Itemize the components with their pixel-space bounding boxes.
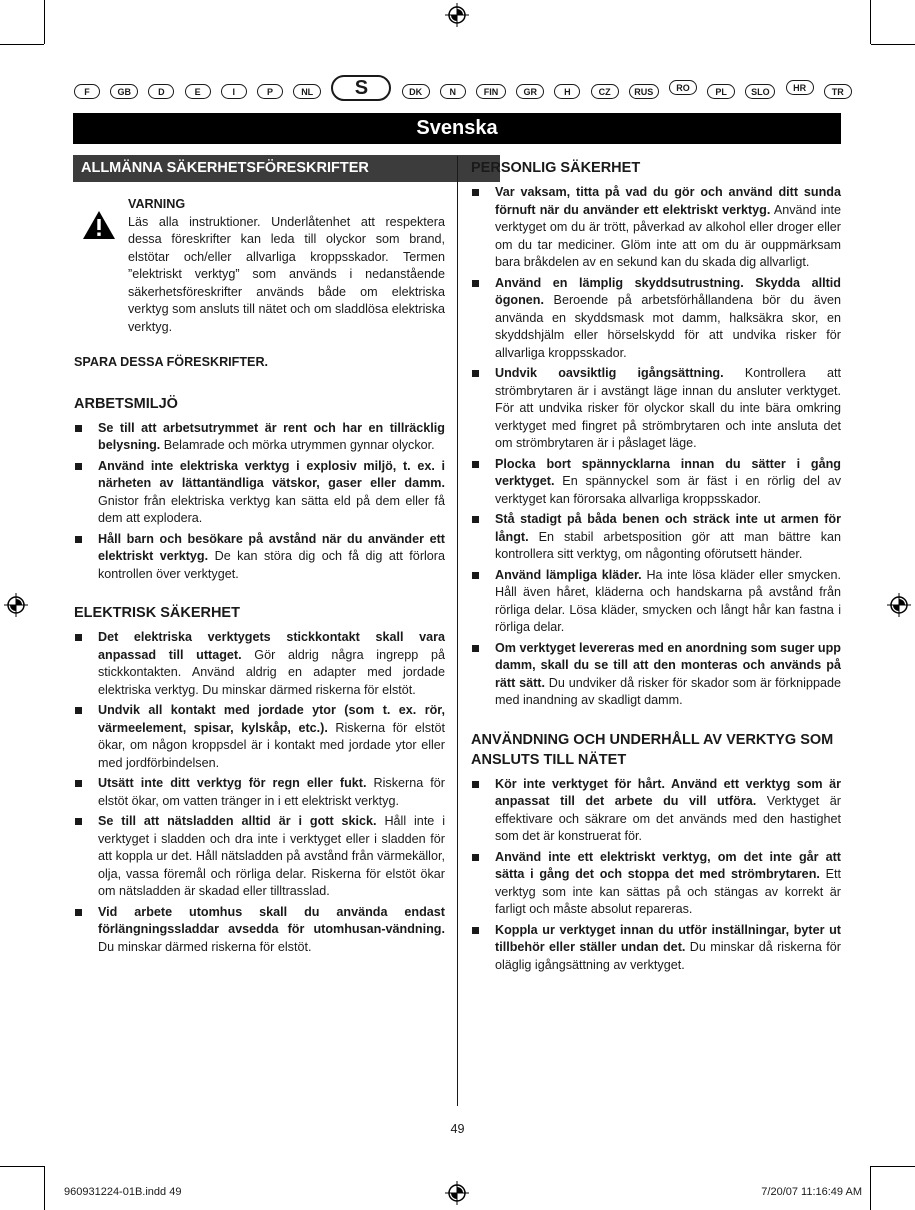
language-tab-s: S: [331, 75, 391, 101]
bullet-square-icon: [75, 536, 82, 543]
work-area-heading: ARBETSMILJÖ: [74, 395, 178, 412]
list-item-lead: Vid arbete utomhus skall du använda endast förlängningssladdar avsedda för utomhusan-vändning.: [98, 904, 445, 936]
list-item-text: En stabil arbetsposition gör att man bättre kan kontrollera sitt verktyg, om någonting oförutsett händer.: [495, 529, 841, 561]
list-item-lead: Det elektriska verktygets stickkontakt skall vara anpassad till uttaget.: [98, 630, 445, 662]
list-item: [471, 776, 841, 846]
column-divider: [457, 156, 458, 1106]
crop-mark: [0, 44, 44, 45]
warning-title: VARNING: [128, 197, 186, 211]
warning-triangle-icon: [82, 210, 116, 240]
language-tab-hr: HR: [786, 80, 814, 95]
save-instructions-note: SPARA DESSA FÖRESKRIFTER.: [74, 355, 269, 369]
list-item-lead: Utsätt inte ditt verktyg för regn eller fukt.: [98, 776, 367, 790]
bullet-square-icon: [472, 461, 479, 468]
language-tab-tr: TR: [824, 84, 852, 99]
list-item: [471, 365, 841, 453]
list-item-lead: Var vaksam, titta på vad du gör och använd ditt sunda förnuft när du använder ett elektriskt verktyg.: [495, 185, 841, 217]
list-item-text: Du minskar därmed riskerna för elstöt.: [98, 939, 312, 954]
crop-mark: [870, 0, 871, 44]
electrical-safety-list: [74, 629, 445, 956]
list-item-lead: Se till att nätsladden alltid är i gott skick.: [98, 814, 377, 828]
page-number: 49: [450, 1122, 465, 1136]
list-item-text: Riskerna för elstöt ökar, om någon kroppsdel är i kontakt med jordade ytor eller med jordförbindelsen.: [98, 720, 445, 770]
list-item-lead: Använd inte elektriska verktyg i explosiv miljö, t. ex. i närheten av lättantändliga vätskor, gaser eller damm.: [98, 458, 445, 490]
bullet-square-icon: [75, 463, 82, 470]
list-item-text: Beroende på arbetsförhållandena bör du även använda en skyddsmask mot damm, halksäkra skor, en skyddshjälm eller hörselskydd för att undvika risker för allvarliga kroppsskador.: [495, 293, 841, 360]
list-item: [471, 275, 841, 363]
personal-safety-heading: PERSONLIG SÄKERHET: [471, 160, 641, 176]
list-item-lead: Använd en lämplig skyddsutrustning. Skydda alltid ögonen.: [495, 275, 841, 307]
language-tab-pl: PL: [707, 84, 735, 99]
list-item: [74, 813, 445, 901]
list-item-text: Ha inte lösa kläder eller smycken. Håll även håret, kläderna och handskarna på avstånd från rörliga delar. Lösa kläder, smycken och långt hår kan fastna i rörliga delar.: [495, 567, 841, 634]
list-item: [74, 531, 445, 584]
list-item-text: De kan störa dig och få dig att förlora kontrollen över verktyget.: [98, 549, 446, 581]
electrical-safety-heading: ELEKTRISK SÄKERHET: [74, 605, 240, 621]
bullet-square-icon: [75, 780, 82, 787]
warning-text: Läs alla instruktioner. Underlåtenhet att respektera dessa föreskrifter kan leda till olyckor som brand, elstötar och/eller allvarliga kroppsskador. Termen ”elektriskt verktyg” som används i nedanstående säkerhetsföreskrifter används både om elektriska verktyg som ansluts till nätet och om sladdlösa elektriska verktyg.: [128, 214, 445, 334]
list-item-text: Kontrollera att strömbrytaren är i avstängt läge innan du ansluter verktyget. För att undvika risker för olyckor skall du inte bära omkring verktyget med fingret på strömbrytaren och inte ansluta det om strömbrytaren är i påslaget läge.: [495, 366, 841, 450]
list-item-text: Håll inte i verktyget i sladden och dra inte i verktyget eller i sladden för att koppla ur det. Håll nätsladden på avstånd från värmekällor, olja, vassa föremål och rörliga delar. Riskerna för elstöt ökar om nätsladden är skadad eller tilltrasslad.: [98, 814, 445, 898]
list-item: [74, 775, 445, 810]
list-item: [74, 458, 445, 528]
language-tab-e: E: [185, 84, 211, 99]
list-item-text: Du undviker då risker för skador som är förknippade med inandning av skadligt damm.: [495, 675, 841, 707]
language-tab-slo: SLO: [745, 84, 775, 99]
language-tab-rus: RUS: [629, 84, 659, 99]
list-item: [471, 640, 841, 710]
bullet-square-icon: [472, 280, 479, 287]
list-item: [74, 702, 445, 772]
footer-file-name: 960931224-01B.indd 49: [64, 1186, 182, 1198]
footer-date: 7/20/07 11:16:49 AM: [761, 1186, 862, 1198]
list-item: [471, 922, 841, 975]
language-tab-n: N: [440, 84, 466, 99]
list-item-lead: Stå stadigt på båda benen och sträck inte ut armen för långt.: [495, 512, 841, 544]
crop-mark: [0, 1166, 44, 1167]
list-item-text: Använd inte verktyget om du är trött, påverkad av alkohol eller droger eller om du tar mediciner. Glöm inte att om du är ouppmärksam bara bråkdelen av en sekund kan du skada dig allvarligt.: [495, 202, 841, 269]
bullet-square-icon: [472, 781, 479, 788]
list-item: [471, 184, 841, 272]
language-tab-h: H: [554, 84, 580, 99]
language-tab-p: P: [257, 84, 283, 99]
list-item-lead: Använd lämpliga kläder.: [495, 567, 642, 582]
list-item-text: En spännyckel som är fäst i en rörlig del av verktyget kan förorsaka allvarliga kroppsskador.: [495, 474, 841, 506]
bullet-square-icon: [75, 425, 82, 432]
language-tab-ro: RO: [669, 80, 697, 95]
list-item-text: Gnistor från elektriska verktyg kan sätta eld på dem eller få dem att explodera.: [98, 493, 445, 525]
tool-use-heading: ANVÄNDNING OCH UNDERHÅLL AV VERKTYG SOM ANSLUTS TILL NÄTET: [471, 731, 834, 768]
left-column: [74, 155, 445, 959]
language-tab-nl: NL: [293, 84, 321, 99]
language-tab-cz: CZ: [591, 84, 619, 99]
bullet-square-icon: [75, 818, 82, 825]
list-item-lead: Undvik all kontakt med jordade ytor (som t. ex. rör, värmeelement, spisar, kylskåp, etc.).: [98, 703, 445, 735]
list-item-text: Ett verktyg som inte kan sättas på och stängas av korrekt är farligt och måste absolut repareras.: [495, 867, 841, 916]
bullet-square-icon: [75, 707, 82, 714]
bullet-square-icon: [472, 854, 479, 861]
list-item-lead: Koppla ur verktyget innan du utför inställningar, byter ut tillbehör eller ställer undan det.: [495, 922, 841, 954]
list-item: [74, 629, 445, 699]
registration-mark-icon: [445, 1181, 469, 1205]
crop-mark: [870, 1166, 871, 1210]
crop-mark: [44, 0, 45, 44]
crop-mark: [44, 1166, 45, 1210]
bullet-square-icon: [472, 572, 479, 579]
bullet-square-icon: [472, 645, 479, 652]
bullet-square-icon: [75, 634, 82, 641]
list-item-lead: Plocka bort spännycklarna innan du sätter i gång verktyget.: [495, 456, 841, 488]
list-item: [74, 420, 445, 455]
tool-use-list: [471, 776, 841, 975]
crop-mark: [871, 1166, 915, 1167]
bullet-square-icon: [472, 516, 479, 523]
language-tab-dk: DK: [402, 84, 430, 99]
list-item: [471, 567, 841, 637]
bullet-square-icon: [472, 370, 479, 377]
registration-mark-icon: [4, 593, 28, 617]
list-item-text: Du minskar då riskerna för oläglig igångsättning av verktyget.: [495, 940, 841, 972]
warning-block: [74, 196, 445, 336]
bullet-square-icon: [472, 927, 479, 934]
list-item: [74, 904, 445, 957]
language-tab-gr: GR: [516, 84, 544, 99]
list-item-lead: Kör inte verktyget för hårt. Använd ett verktyg som är anpassat till det arbete du vill utföra.: [495, 776, 841, 808]
list-item-lead: Om verktyget levereras med en anordning som suger upp damm, skall du se till att den monteras och används på rätt sätt.: [495, 640, 841, 690]
right-column: [471, 155, 841, 977]
crop-mark: [871, 44, 915, 45]
list-item: [471, 511, 841, 564]
list-item-text: Belamrade och mörka utrymmen gynnar olyckor.: [160, 438, 435, 452]
list-item-lead: Undvik oavsiktlig igångsättning.: [495, 366, 724, 380]
language-tab-d: D: [148, 84, 174, 99]
list-item-text: Verktyget är effektivare och säkrare om det används med den hastighet som det är konstruerat för.: [495, 794, 841, 843]
registration-mark-icon: [887, 593, 911, 617]
general-safety-heading: ALLMÄNNA SÄKERHETSFÖRESKRIFTER: [73, 155, 500, 182]
list-item-text: Gör aldrig några ingrepp på stickkontakten. Använd aldrig en adapter med jordade elektriska verktyg. Du minskar därmed riskerna för elstöt.: [98, 647, 445, 697]
list-item: [471, 456, 841, 509]
language-tab-gb: GB: [110, 84, 138, 99]
language-tab-f: F: [74, 84, 100, 99]
language-tabs: [74, 77, 844, 102]
list-item-lead: Använd inte ett elektriskt verktyg, om det inte går att sätta i gång det och stoppa det med strömbrytaren.: [495, 849, 841, 881]
list-item-lead: Håll barn och besökare på avstånd när du använder ett elektriskt verktyg.: [98, 531, 445, 563]
work-area-list: [74, 420, 445, 584]
list-item: [471, 849, 841, 919]
personal-safety-list: [471, 184, 841, 710]
registration-mark-icon: [445, 3, 469, 27]
bullet-square-icon: [472, 189, 479, 196]
language-tab-i: I: [221, 84, 247, 99]
page-title: Svenska: [73, 113, 841, 144]
list-item-lead: Se till att arbetsutrymmet är rent och har en tillräcklig belysning.: [98, 420, 445, 452]
bullet-square-icon: [75, 909, 82, 916]
language-tab-fin: FIN: [476, 84, 506, 99]
list-item-text: Riskerna för elstöt ökar, om vatten tränger in i ett elektriskt verktyg.: [98, 776, 445, 808]
